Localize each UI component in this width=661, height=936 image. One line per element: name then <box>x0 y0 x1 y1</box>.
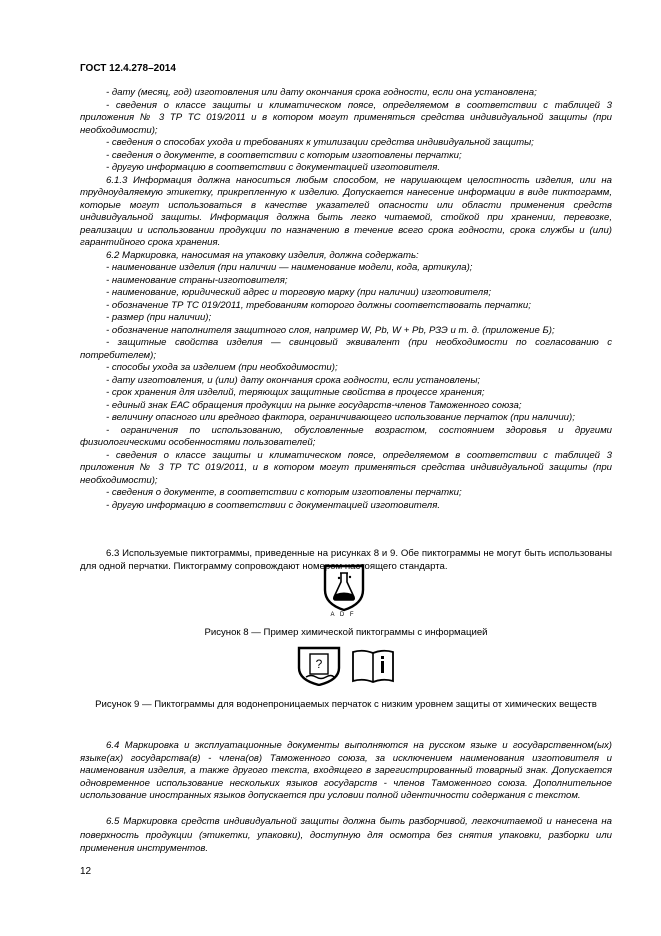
list-item: - способы ухода за изделием (при необходимости); <box>106 362 338 373</box>
list-item: - обозначение наполнителя защитного слоя, например W, Pb, W + Pb, РЗЭ и т. д. (приложение Б); <box>106 324 555 336</box>
list-item: - размер (при наличии); <box>106 312 212 323</box>
list-item: - дату (месяц, год) изготовления или дату окончания срока годности, если она установлена; <box>106 87 537 98</box>
list-item: - величину опасного или вредного фактора, ограничивающего использование перчаток (при наличии); <box>106 412 575 423</box>
list-item: - дату изготовления, и (или) дату окончания срока годности, если установлены; <box>106 374 481 386</box>
pictogram-letters: A D F <box>330 612 356 618</box>
paragraph-6-2: 6.2 Маркировка, наносимая на упаковку изделия, должна содержать: <box>106 249 419 261</box>
paragraph-6-5 <box>80 815 612 856</box>
list-item: - ограничения по использованию, обусловленные возрастом, состоянием здоровья и другими физиологическими особенностями пользователей; <box>80 424 612 448</box>
list-item: - наименование изделия (при наличии — наименование модели, кода, артикула); <box>106 262 473 273</box>
svg-text:?: ? <box>315 657 323 671</box>
chemical-pictogram-icon <box>323 564 365 612</box>
list-item: - сведения о документе, в соответствии с которым изготовлены перчатки; <box>106 149 462 161</box>
list-item: - защитные свойства изделия — свинцовый эквивалент (при необходимости по согласованию с потребителем); <box>80 337 612 361</box>
list-item: - сведения о классе защиты и климатическом поясе, определяемом в соответствии с таблицей 3 приложения № 3 ТР ТС 019/2011 и в котором могут применяться средства индивидуальной защиты (при необходимости); <box>80 99 612 136</box>
paragraph-6-3-text: 6.3 Используемые пиктограммы, приведенные на рисунках 8 и 9. Обе пиктограммы не могут быть использованы для одной перчатки. Пиктограмму сопровождают номером настоящего стандарта. <box>80 548 612 572</box>
page-number: 12 <box>80 866 92 877</box>
document-header: ГОСТ 12.4.278–2014 <box>80 63 176 74</box>
list-item: - сведения о документе, в соответствии с которым изготовлены перчатки; <box>106 487 462 498</box>
list-item: - срок хранения для изделий, теряющих защитные свойства в процессе хранения; <box>106 387 485 398</box>
list-item: - сведения о классе защиты и климатическом поясе, определяемом в соответствии с таблицей 3 приложения № 3 ТР ТС 019/2011, и в котором могут применяться средства индивидуальной защиты (при необходимости); <box>80 449 612 486</box>
figure-8-caption: Рисунок 8 — Пример химической пиктограммы с информацией <box>204 627 488 638</box>
paragraph-6-4-text: 6.4 Маркировка и эксплуатационные документы выполняются на русском языке и государственном(ых) языке(ах) государства(в) - члена(ов) Таможенного союза, за исключением наименования изготовителя и наименования изделия, а также другого текста, входящего в зарегистрированный товарный знак. Допускается одновременное использование нескольких языков государств - членов Таможенного союза. Дополнительное использование иностранных языков допускается при условии полной идентичности содержания с текстом. <box>80 740 612 801</box>
list-item: - единый знак ЕАС обращения продукции на рынке государств-членов Таможенного союза; <box>106 399 522 411</box>
requirements-text-block <box>80 87 612 512</box>
paragraph-6-5-text: 6.5 Маркировка средств индивидуальной защиты должна быть разборчивой, легкочитаемой и нанесена на поверхность продукции (этикетки, упаковки), доступную для осмотра без снятия упаковки, разборки или применения инструментов. <box>80 816 612 854</box>
figure-9-caption: Рисунок 9 — Пиктограммы для водонепроницаемых перчаток с низким уровнем защиты от химических веществ <box>95 699 597 710</box>
list-item: - обозначение ТР ТС 019/2011, требованиям которого должны соответствовать перчатки; <box>106 299 531 311</box>
paragraph-6-1-3: 6.1.3 Информация должна наноситься любым способом, не нарушающем целостность изделия, или на трудноудаляемую этикетку, прикрепленную к изделию. Допускается нанесение информации в виде пиктограмм, которые могут использоваться в качестве указателей опасности или области применения средств индивидуальной защиты. Информация должна быть легко читаемой, стойкой при хранении, перевозке, реализации и использовании продукции по назначению в течение всего срока годности, срока службы и (или) гарантийного срока хранения. <box>80 174 612 248</box>
waterproof-glove-pictogram-icon <box>296 646 342 686</box>
list-item: - наименование, юридический адрес и торговую марку (при наличии) изготовителя; <box>106 287 492 298</box>
open-manual-icon <box>350 648 396 684</box>
paragraph-6-4 <box>80 740 612 803</box>
list-item: - сведения о способах ухода и требованиях к утилизации средства индивидуальной защиты; <box>106 137 534 148</box>
list-item: - наименование страны-изготовителя; <box>106 274 288 286</box>
list-item: - другую информацию в соответствии с документацией изготовителя. <box>106 499 440 511</box>
list-item: - другую информацию в соответствии с документацией изготовителя. <box>106 162 440 173</box>
